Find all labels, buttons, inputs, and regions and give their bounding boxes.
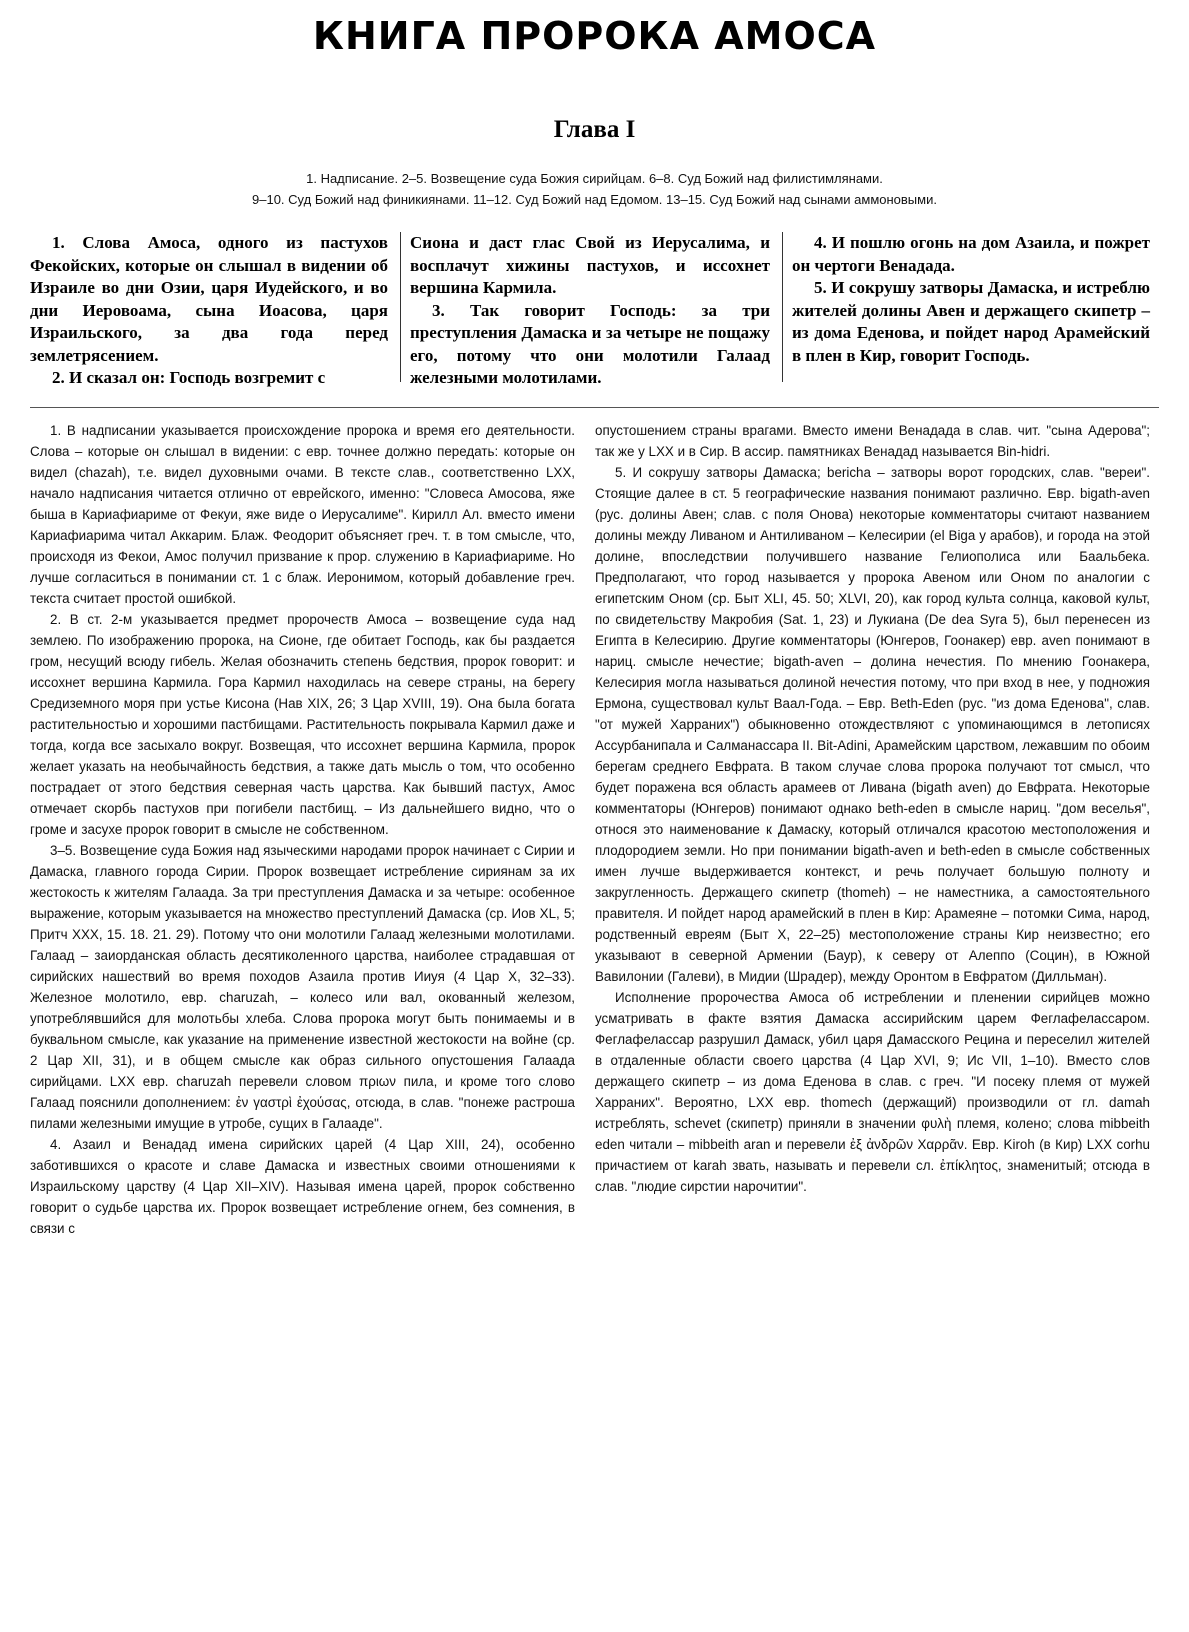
chapter-summary: [60, 168, 1129, 210]
verse-paragraph: 3. Так говорит Господь: за три преступления Дамаска и за четыре не пощажу его, потому что они молотили Галаад железными молотилами.: [410, 300, 770, 387]
verse-paragraph: 5. И сокрушу затворы Дамаска, и истреблю жителей долины Авен и держащего скипетр – из дома Еденова, и пойдет народ Арамейский в плен в Кир, говорит Господь.: [792, 278, 1150, 365]
commentary-paragraph: опустошением страны врагами. Вместо имени Венадада в слав. чит. "сына Адерова"; так же у LXX и в Сир. В ассир. памятниках Венадад называется Bin-hidri.: [595, 423, 1150, 459]
commentary-paragraph: 5. И сокрушу затворы Дамаска; bericha – затворы ворот городских, слав. "вереи". Стоящие далее в ст. 5 географические названия понимают различно. Евр. bigath-aven (рус. долины Авен; слав. с поля Онова) некоторые комментаторы считают названием долины между Ливаном и Антиливаном – Келесирии (el Biga у арабов), и города на этой долине, впоследствии получившего название Гелиополиса или Баальбека. Предполагают, что город называется у пророка Авеном или Оном по аналогии с египетским Оном (ср. Быт XLI, 45. 50; XLVI, 20), как город культа солнца, каковой культ, по свидетельству Макробия (Sat. 1, 23) и Лукиана (De dea Syra 5), был перенесен из Египта в Келесирию. Другие комментаторы (Юнгеров, Гоонакер) евр. aven понимают в нариц. смысле нечестие; bigath-aven – долина нечестия. По мнению Гоонакера, Келесирия могла называться долиной нечестия потому, что при вход в нее, у подножия Ермона, существовал культ Ваал-Года. – Евр. Beth-Eden (рус. "из дома Еденова", слав. "от мужей Харраних") обыкновенно отождествляют с упоминающимся в летописях Ассурбанипала и Салманассара II. Bit-Adini, Арамейским царством, лежавшим по обоим берегам среднего Евфрата. В таком случае слова пророка получают тот смысл, что будет поражена вся область арамеев от Ливана (bigath aven) до Евфрата. Некоторые комментаторы (Юнгеров) понимают однако beth-eden в смысле нариц. "дом веселья", относя это наименование к Дамаску, который отличался красотою местоположения и плодородием земли. Но при понимании bigath-aven и beth-eden в смысле собственных имен лучше выдерживается контекст, и речь получает большую полноту и закругленность. Держащего скипетр (thomeh) – не наместника, а самостоятельного правителя. И пойдет народ арамейский в плен в Кир: Арамеяне – потомки Сима, народ, родственный евреям (Быт X, 22–25) местоположение страны Кир неизвестно; его указывают в северной Армении (Баур), к северу от Алеппо (Социн), в Южной Вавилонии (Галеви), в Мидии (Шрадер), между Оронтом в Евфратом (Дилльман).: [595, 465, 1150, 984]
commentary-paragraph: 4. Азаил и Венадад имена сирийских царей (4 Цар XIII, 24), особенно заботившихся о красоте и славе Дамаска и известных своими отношениями к Израильскому царству (4 Цар XII–XIV). Называя имена царей, пророк собственно говорит о судьбе царства их. Пророк возвещает истребление огнем, без сомнения, в связи с: [30, 1137, 575, 1236]
scripture-column-2: [410, 232, 770, 390]
summary-line: 9–10. Суд Божий над финикиянами. 11–12. Суд Божий над Едомом. 13–15. Суд Божий над сынами аммоновыми.: [252, 192, 937, 207]
scripture-column-1: [30, 232, 388, 390]
summary-line: 1. Надписание. 2–5. Возвещение суда Божия сирийцам. 6–8. Суд Божий над филистимлянами.: [306, 171, 883, 186]
scripture-column-3: [792, 232, 1150, 367]
section-divider: [30, 407, 1159, 408]
verse-paragraph: Сиона и даст глас Свой из Иерусалима, и восплачут хижины пастухов, и иссохнет вершина Кармила.: [410, 233, 770, 297]
book-title: КНИГА ПРОРОКА АМОСА: [312, 14, 877, 58]
column-divider: [400, 232, 401, 382]
commentary-paragraph: 2. В ст. 2-м указывается предмет пророчеств Амоса – возвещение суда над землею. По изображению пророка, на Сионе, где обитает Господь, как бы раздается гром, несущий всюду гибель. Желая обозначить степень бедствия, пророк говорит: и иссохнет вершина Кармила. Гора Кармил находилась на севере страны, на берегу Средиземного моря при устье Кисона (Нав XIX, 26; 3 Цар XVIII, 19). Она была богата растительностью и хорошими пастбищами. Растительность покрывала Кармил даже и тогда, когда все засыхало вокруг. Возвещая, что иссохнет вершина Кармила, пророк желает указать на необычайность бедствия, а также дать мысль о том, что особенно пострадает от этого бедствия северная часть царства. Как бывший пастух, Амос отмечает скорбь пастухов при погибели пастбищ. – Из дальнейшего видно, что о громе и засухе пророк говорит в смысле не собственном.: [30, 612, 575, 837]
chapter-title: Глава I: [553, 116, 636, 143]
verse-paragraph: 1. Слова Амоса, одного из пастухов Фекойских, которые он слышал в видении об Израиле во дни Озии, царя Иудейского, и во дни Иеровоама, сына Иоасова, царя Израильского, за два года перед землетрясением.: [30, 233, 388, 365]
verse-paragraph: 2. И сказал он: Господь возгремит с: [52, 368, 326, 387]
commentary-column-left: [30, 420, 575, 1239]
commentary-paragraph: 3–5. Возвещение суда Божия над языческими народами пророк начинает с Сирии и Дамаска, главного города Сирии. Пророк возвещает истребление сириянам за их жестокость к жителям Галаада. За три преступления Дамаска и за четыре: особенное выражение, которым указывается на множество преступлений Дамаска (ср. Иов XL, 5; Притч XXX, 15. 18. 21. 29). Потому что они молотили Галаад железными молотилами. Галаад – заиорданская область десятиколенного царства, наиболее страдавшая от сирийских нашествий во время походов Азаила против Ииуя (4 Цар X, 32–33). Железное молотило, евр. charuzah, – колесо или вал, окованный железом, употреблявшийся для молотьбы хлеба. Слова пророка могут быть понимаемы и в буквальном смысле, как указание на применение известной жестокости на войне (ср. 2 Цар XII, 31), и в общем смысле как образ сильного опустошения Галаада сирийцами. LXX евр. charuzah перевели словом πριων пила, и кроме того слово Галаад пояснили дополнением: ἐν γαστρὶ ἐχούσας, отсюда, в слав. "понеже растроша пилами железными имущие в утробе, сущих в Галааде".: [30, 843, 575, 1131]
column-divider: [782, 232, 783, 382]
verse-paragraph: 4. И пошлю огонь на дом Азаила, и пожрет он чертоги Венадада.: [792, 233, 1150, 275]
commentary-column-right: [595, 420, 1150, 1197]
commentary-paragraph: 1. В надписании указывается происхождение пророка и время его деятельности. Слова – которые он слышал в видении: с евр. точнее должно передать: которые он видел (chazah), т.е. видел духовными очами. В тексте слав., соответственно LXX, начало надписания читается отлично от еврейского, именно: "Словеса Амосова, яже быша в Кариафиариме от Фекуи, яже виде о Иерусалиме". Кирилл Ал. вместо имени Кариафиарима читал Аккарим. Блаж. Феодорит объясняет греч. т. в том смысле, что, происходя из Фекои, Амос получил призвание к прор. служению в Кариафиариме. Но лучше согласиться в понимании ст. 1 с блаж. Иеронимом, который добавление греч. текста считает простой ошибкой.: [30, 423, 575, 606]
commentary-paragraph: Исполнение пророчества Амоса об истреблении и пленении сирийцев можно усматривать в факте взятия Дамаска ассирийским царем Феглафелассаром. Феглафелассар разрушил Дамаск, убил царя Дамасского Рецина и переселил жителей в отдаленные области своего царства (4 Цар XVI, 9; Ис VII, 1–10). Вместо слов держащего скипетр – из дома Еденова в слав. с греч. "И посеку племя от мужей Харраних". Вероятно, LXX евр. thomech (держащий) производили от гл. damah истреблять, schevet (скипетр) приняли в значении φυλὴ племя, колено; слова mibbeith eden читали – mibbeith aran и перевели ἐξ ἀνδρῶν Χαρρᾶν. Евр. Kiroh (в Кир) LXX corhu причастием от karah звать, называть и перевели сл. ἐπίκλητος, знаменитый; отсюда в слав. "людие сирстии нарочитии".: [595, 990, 1150, 1194]
